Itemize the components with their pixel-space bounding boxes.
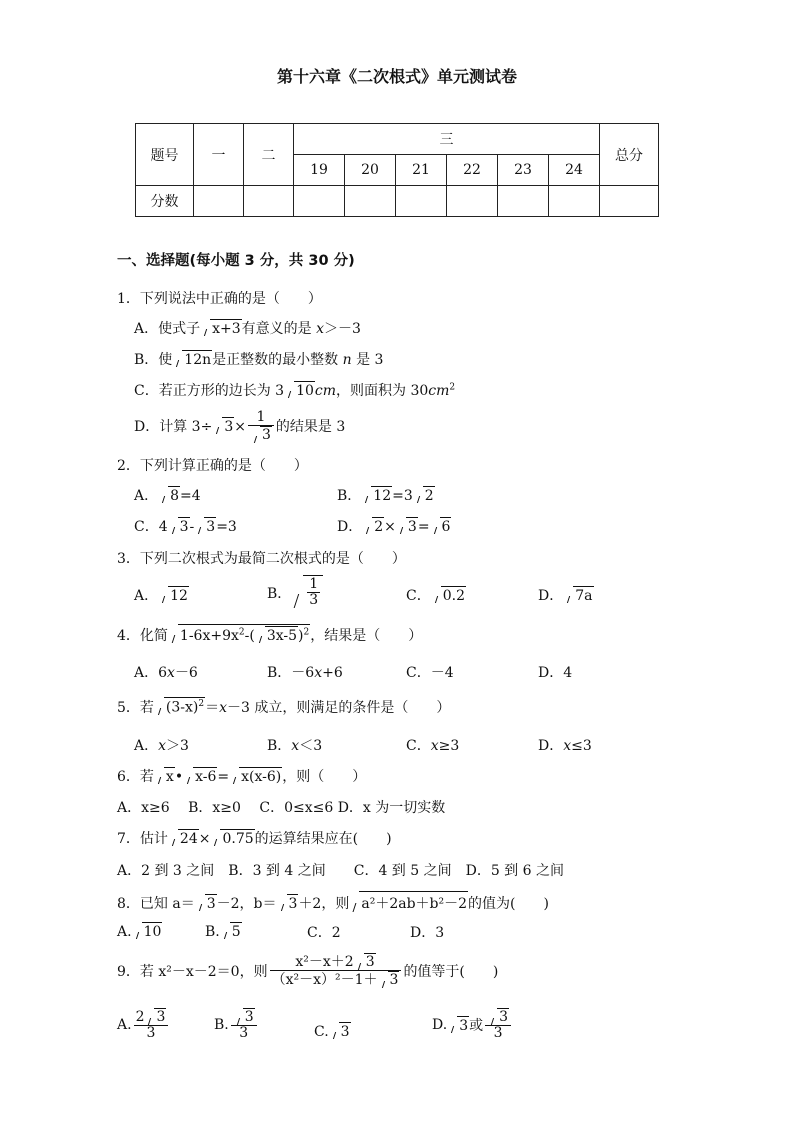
- sqrt: [155, 697, 205, 716]
- text: 有意义的是: [241, 321, 317, 337]
- q4-stem: [117, 624, 422, 645]
- radicand: 10: [143, 924, 162, 940]
- sqrt: [432, 586, 466, 604]
- sqrt: [414, 486, 435, 504]
- header-total: 总分: [600, 124, 659, 186]
- text: ＞3: [166, 738, 189, 754]
- q4-option-a: [134, 662, 198, 682]
- text: D．计算 3÷: [134, 418, 213, 435]
- header-part-3: 三: [294, 124, 600, 155]
- radicand: 3x-5: [266, 628, 298, 644]
- header-part-1: 一: [194, 124, 244, 186]
- sqrt: [184, 767, 217, 785]
- text: 6．若: [117, 769, 154, 785]
- text: 7．估计: [117, 831, 168, 847]
- text: A．6: [134, 665, 168, 681]
- sqrt: [159, 486, 180, 504]
- radicand: 7a: [575, 588, 593, 604]
- q1-option-c: [134, 380, 455, 400]
- sqrt: [173, 350, 212, 368]
- text: 1-6x+9x: [179, 628, 239, 644]
- radicand: x+3: [212, 321, 241, 337]
- denominator: 3: [146, 1025, 156, 1042]
- q7-stem: [117, 828, 392, 848]
- text: A．使式子: [134, 321, 201, 337]
- sqrt: [278, 894, 299, 912]
- denominator: [248, 426, 274, 443]
- exponent: 2: [449, 382, 456, 393]
- text: 2: [135, 1009, 145, 1025]
- text: x²－x＋2: [295, 954, 354, 970]
- radicand: 12: [170, 588, 188, 604]
- q9-option-c: [314, 1022, 351, 1040]
- questions: [117, 0, 717, 1123]
- text: ，则（ ）: [282, 769, 367, 785]
- sqrt: [211, 829, 254, 847]
- text: =: [417, 519, 430, 535]
- col-24: 24: [549, 155, 600, 186]
- exponent: 2: [303, 627, 310, 638]
- radicand: 3: [340, 1024, 350, 1040]
- numerator: [485, 1008, 511, 1026]
- text: 是 3: [351, 352, 384, 368]
- text: 的值为( ): [468, 896, 549, 912]
- radicand: 2: [374, 519, 384, 535]
- var: x: [158, 738, 167, 754]
- section-heading: 一、选择题(每小题 3 分，共 30 分): [117, 253, 355, 269]
- text: －2，b＝: [216, 896, 277, 912]
- text: A．: [134, 738, 159, 754]
- fraction: [231, 1008, 257, 1042]
- sqrt: [155, 767, 175, 785]
- radicand: 5: [231, 924, 241, 940]
- radicand: a²＋2ab＋b²－2: [359, 891, 468, 913]
- radicand: x: [165, 769, 174, 785]
- text: C．: [406, 588, 431, 604]
- var: x: [316, 321, 325, 337]
- q5-option-d: [538, 735, 592, 755]
- var: x: [219, 700, 228, 716]
- col-22: 22: [447, 155, 498, 186]
- q2-option-d: [337, 516, 451, 536]
- text: －6: [174, 665, 198, 681]
- text: A．: [134, 488, 159, 504]
- text: B.: [214, 1016, 229, 1033]
- sqrt: [201, 319, 242, 337]
- text: 的值等于( ): [403, 963, 499, 980]
- text: ，则面积为 30: [336, 383, 429, 399]
- sqrt: [221, 922, 242, 940]
- sqrt: [169, 517, 190, 535]
- q9-option-a: [117, 1008, 170, 1042]
- var: n: [342, 352, 352, 368]
- radicand: [303, 575, 323, 609]
- q3-option-d: [538, 585, 594, 605]
- q8-stem: [117, 891, 549, 913]
- sqrt: [256, 626, 298, 644]
- text: A.: [117, 924, 132, 940]
- col-19: 19: [294, 155, 345, 186]
- q5-option-c: [406, 735, 459, 755]
- radicand: 3: [206, 896, 216, 912]
- col-20: 20: [345, 155, 396, 186]
- q4-option-b: [267, 662, 343, 682]
- sqrt: [431, 517, 452, 535]
- q4-option-c: C．－4: [406, 665, 454, 681]
- var: x: [291, 738, 300, 754]
- text: B．使: [134, 352, 173, 368]
- radicand: 12n: [184, 352, 212, 368]
- text: 的结果是 3: [275, 418, 346, 435]
- q2-option-c: [134, 516, 237, 536]
- radicand: 8: [170, 488, 180, 504]
- q3-option-b: [267, 575, 323, 609]
- numerator: [134, 1008, 169, 1026]
- q1-option-a: [134, 318, 361, 338]
- radicand: x(x-6): [241, 769, 282, 785]
- radicand: 6: [441, 519, 451, 535]
- text: =4: [180, 488, 201, 504]
- text: ×: [384, 519, 396, 535]
- text: -(: [244, 628, 255, 644]
- sqrt: [213, 417, 234, 435]
- radicand: 3: [261, 427, 271, 444]
- numerator: [270, 953, 402, 971]
- radicand: 3: [499, 1009, 509, 1025]
- sqrt: [564, 586, 593, 604]
- sqrt: [169, 829, 199, 847]
- sqrt: [363, 517, 384, 535]
- var: x: [314, 665, 323, 681]
- q3-option-c: [406, 585, 466, 605]
- radicand: 12: [373, 488, 392, 504]
- text: ＜3: [299, 738, 323, 754]
- radicand: [178, 624, 310, 644]
- q9-stem: [117, 953, 498, 989]
- q5-option-b: [267, 735, 322, 755]
- text: 是正整数的最小整数: [212, 352, 343, 368]
- var: x: [563, 738, 572, 754]
- radicand: x-6: [195, 769, 217, 785]
- radicand: 3: [244, 1009, 254, 1025]
- text: B．: [267, 738, 292, 754]
- text: C．4: [134, 519, 168, 535]
- text: A．: [134, 588, 159, 604]
- sqrt: [169, 624, 310, 644]
- radicand: 3: [365, 954, 375, 970]
- q7-options: A．2 到 3 之间 B．3 到 4 之间 C．4 到 5 之间 D．5 到 6 之间: [117, 863, 564, 879]
- text: B．－6: [267, 665, 315, 681]
- text: B.: [205, 924, 220, 940]
- q1-stem: 1．下列说法中正确的是（ ）: [117, 291, 322, 307]
- unit: cm: [428, 383, 450, 399]
- q9-option-b: [214, 1008, 259, 1042]
- q6-options: A．x≥6 B．x≥0 C．0≤x≤6 D．x 为一切实数: [117, 800, 446, 816]
- var: x: [167, 665, 175, 681]
- text: 8．已知 a＝: [117, 896, 195, 912]
- sqrt: [330, 1022, 351, 1040]
- sqrt: [195, 517, 216, 535]
- q3-option-a: [134, 585, 189, 605]
- page-title: 第十六章《二次根式》单元测试卷: [276, 67, 517, 86]
- text: =3: [216, 519, 237, 535]
- text: D．: [337, 519, 363, 535]
- text: （x²－x）²－1＋: [271, 972, 378, 989]
- text: ×: [234, 418, 246, 435]
- sqrt: [251, 426, 272, 443]
- text: A.: [117, 1016, 132, 1033]
- radicand: [164, 697, 205, 716]
- col-23: 23: [498, 155, 549, 186]
- text: (3-x): [165, 700, 199, 716]
- q5-option-a: [134, 735, 189, 755]
- text: =: [217, 769, 230, 785]
- fraction: [248, 410, 274, 444]
- text: D.: [432, 1016, 448, 1033]
- q2-option-b: [337, 485, 435, 505]
- fraction: [485, 1008, 511, 1042]
- unit: cm: [314, 383, 337, 399]
- text: ×: [198, 831, 211, 847]
- sqrt: [362, 486, 392, 504]
- radicand: 24: [179, 831, 198, 847]
- text: C．: [406, 738, 431, 754]
- q4-option-d: D．4: [538, 665, 573, 681]
- text: －3 成立，则满足的条件是（ ）: [227, 700, 451, 716]
- q8-option-a: [117, 922, 162, 940]
- numerator: 1: [309, 576, 319, 592]
- numerator: 1: [248, 410, 274, 426]
- q3-stem: 3．下列二次根式为最简二次根式的是（ ）: [117, 551, 406, 567]
- q8-option-c: C．2: [307, 925, 341, 941]
- numerator: [231, 1008, 257, 1026]
- text: 4．化简: [117, 628, 168, 644]
- text: 9．若 x²－x－2＝0，则: [117, 963, 268, 980]
- text: B．: [337, 488, 362, 504]
- q5-stem: [117, 697, 450, 717]
- q1-option-d: [134, 410, 345, 444]
- sqrt: [285, 381, 315, 399]
- radicand: 10: [296, 383, 314, 399]
- text: ): [298, 628, 304, 644]
- sqrt: [379, 971, 400, 988]
- sqrt: [230, 767, 282, 785]
- radicand: 3: [156, 1009, 166, 1025]
- text: +6: [322, 665, 343, 681]
- q8-option-d: D．3: [410, 925, 445, 941]
- col-21: 21: [396, 155, 447, 186]
- radicand: 3: [206, 519, 216, 535]
- text: ≤3: [571, 738, 592, 754]
- q2-option-a: [134, 485, 201, 505]
- text: D．: [538, 588, 564, 604]
- radicand: 3: [224, 418, 234, 435]
- text: -: [189, 519, 195, 535]
- sqrt: [488, 1008, 509, 1025]
- q8-option-b: [205, 922, 242, 940]
- text: D．: [538, 738, 564, 754]
- text: C.: [314, 1024, 329, 1040]
- text: 5．若: [117, 700, 154, 716]
- q6-stem: [117, 766, 366, 786]
- text: 的运算结果应在( ): [254, 831, 392, 847]
- fraction: [307, 577, 320, 609]
- radicand: 3: [407, 519, 417, 535]
- header-question-number: 题号: [136, 124, 194, 186]
- exponent: 2: [238, 627, 245, 638]
- text: •: [174, 769, 184, 785]
- sqrt: [397, 517, 418, 535]
- text: ＝: [205, 700, 220, 716]
- sqrt: [196, 894, 217, 912]
- text: ＞－3: [324, 321, 361, 337]
- sqrt: [145, 1008, 166, 1025]
- sqrt: [159, 586, 189, 604]
- denominator: [270, 971, 402, 988]
- text: =3: [392, 488, 413, 504]
- fraction: [134, 1008, 169, 1042]
- denominator: 3: [493, 1025, 503, 1042]
- fraction: [270, 953, 402, 989]
- radicand: 3: [389, 972, 399, 989]
- sqrt: [448, 1016, 469, 1034]
- sqrt: [350, 891, 468, 913]
- exponent: 2: [198, 699, 205, 710]
- radicand: 3: [459, 1017, 469, 1034]
- text: B．: [267, 585, 292, 602]
- row-score-label: 分数: [136, 186, 194, 217]
- radicand: 3: [288, 896, 298, 912]
- text: ＋2，则: [298, 896, 350, 912]
- denominator: 3: [309, 592, 319, 609]
- text: ≥3: [438, 738, 460, 754]
- text: C．若正方形的边长为 3: [134, 383, 285, 399]
- sqrt: [355, 953, 376, 970]
- sqrt: [234, 1008, 255, 1025]
- radicand: 3: [179, 519, 189, 535]
- q1-option-b: [134, 349, 383, 369]
- denominator: 3: [239, 1025, 249, 1042]
- sqrt: [292, 575, 323, 609]
- q9-option-d: [432, 1008, 513, 1042]
- radicand: 0.2: [442, 588, 465, 604]
- radicand: 0.75: [222, 831, 254, 847]
- radicand: 2: [424, 488, 434, 504]
- var: x: [430, 738, 439, 754]
- header-part-2: 二: [244, 124, 294, 186]
- text: 或: [469, 1017, 484, 1034]
- sqrt: [133, 922, 163, 940]
- text: ，结果是（ ）: [310, 628, 423, 644]
- q2-stem: 2．下列计算正确的是（ ）: [117, 458, 308, 474]
